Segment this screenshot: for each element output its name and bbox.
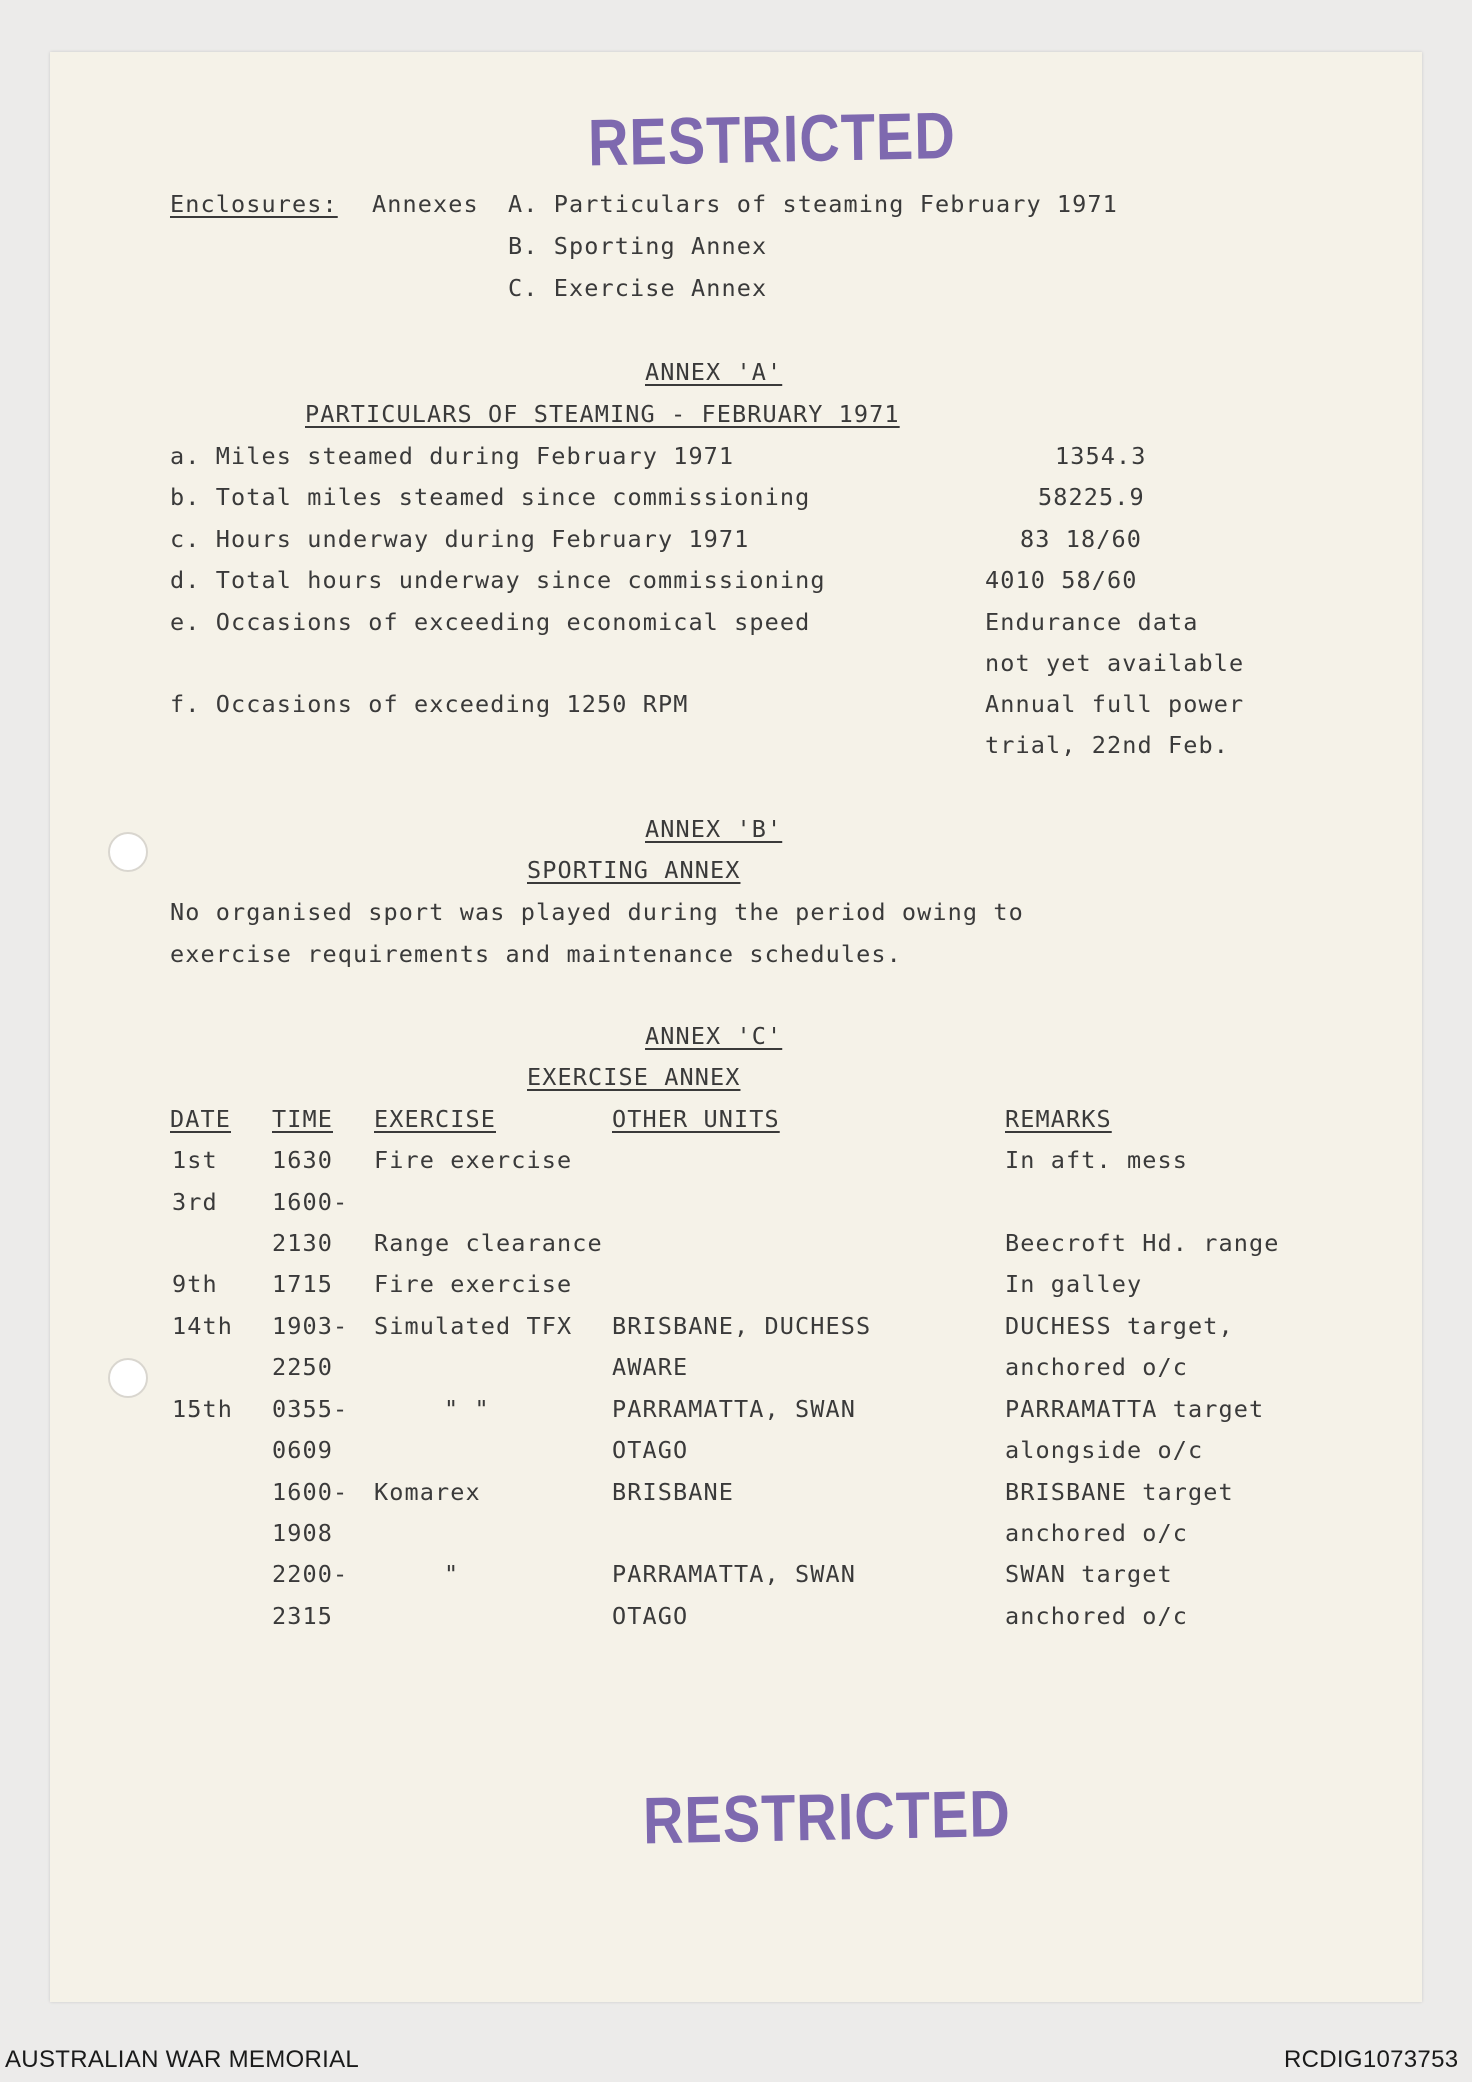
table-cell-date: 14th bbox=[172, 1312, 233, 1340]
table-cell-time: 2250 bbox=[272, 1353, 333, 1381]
table-cell-time: 1630 bbox=[272, 1146, 333, 1174]
column-header-exercise: EXERCISE bbox=[374, 1105, 496, 1133]
table-cell-remarks: alongside o/c bbox=[1005, 1436, 1204, 1464]
table-cell-date: 15th bbox=[172, 1395, 233, 1423]
table-cell-remarks: anchored o/c bbox=[1005, 1519, 1188, 1547]
annex-a-title: PARTICULARS OF STEAMING - FEBRUARY 1971 bbox=[305, 400, 900, 428]
table-cell-time: 2130 bbox=[272, 1229, 333, 1257]
table-cell-date: 9th bbox=[172, 1270, 218, 1298]
restricted-stamp-bottom: RESTRICTED bbox=[642, 1775, 1012, 1858]
annex-a-row-label: e. Occasions of exceeding economical speed bbox=[170, 608, 811, 636]
table-cell-exercise: " " bbox=[444, 1395, 490, 1423]
annex-a-row-value-cont: trial, 22nd Feb. bbox=[985, 731, 1229, 759]
annex-a-row-value: Endurance data bbox=[985, 608, 1199, 636]
table-cell-time: 0355- bbox=[272, 1395, 349, 1423]
table-cell-exercise: " bbox=[444, 1560, 460, 1588]
annex-a-row-value: 1354.3 bbox=[1055, 442, 1147, 470]
table-cell-date: 1st bbox=[172, 1146, 218, 1174]
punch-hole-bottom bbox=[108, 1358, 148, 1398]
table-cell-remarks: anchored o/c bbox=[1005, 1353, 1188, 1381]
annex-b-heading: ANNEX 'B' bbox=[645, 815, 783, 843]
table-cell-time: 1600- bbox=[272, 1478, 349, 1506]
table-cell-other-units: PARRAMATTA, SWAN bbox=[612, 1560, 856, 1588]
annex-a-row-label: f. Occasions of exceeding 1250 RPM bbox=[170, 690, 689, 718]
annex-a-row-label: d. Total hours underway since commissioning bbox=[170, 566, 826, 594]
table-cell-other-units: OTAGO bbox=[612, 1436, 689, 1464]
table-cell-exercise: Fire exercise bbox=[374, 1270, 573, 1298]
enclosures-prefix: Annexes bbox=[372, 190, 479, 218]
enclosure-item-c: C. Exercise Annex bbox=[508, 274, 768, 302]
table-cell-time: 2315 bbox=[272, 1602, 333, 1630]
footer-source: AUSTRALIAN WAR MEMORIAL bbox=[5, 2046, 360, 2073]
table-cell-other-units: BRISBANE bbox=[612, 1478, 734, 1506]
table-cell-exercise: Range clearance bbox=[374, 1229, 603, 1257]
table-cell-remarks: In galley bbox=[1005, 1270, 1143, 1298]
table-cell-time: 2200- bbox=[272, 1560, 349, 1588]
annex-b-title: SPORTING ANNEX bbox=[527, 856, 741, 884]
table-cell-remarks: PARRAMATTA target bbox=[1005, 1395, 1265, 1423]
table-cell-remarks: BRISBANE target bbox=[1005, 1478, 1234, 1506]
table-cell-other-units: BRISBANE, DUCHESS bbox=[612, 1312, 872, 1340]
table-cell-date: 3rd bbox=[172, 1188, 218, 1216]
annex-a-row-value: 4010 58/60 bbox=[985, 566, 1138, 594]
table-cell-exercise: Fire exercise bbox=[374, 1146, 573, 1174]
enclosure-item-b: B. Sporting Annex bbox=[508, 232, 768, 260]
table-cell-exercise: Komarex bbox=[374, 1478, 481, 1506]
annex-a-heading: ANNEX 'A' bbox=[645, 358, 783, 386]
enclosures-label: Enclosures: bbox=[170, 190, 338, 218]
annex-c-title: EXERCISE ANNEX bbox=[527, 1063, 741, 1091]
table-cell-time: 1715 bbox=[272, 1270, 333, 1298]
footer-record-id: RCDIG1073753 bbox=[1284, 2046, 1459, 2073]
annex-a-row-value: 83 18/60 bbox=[1020, 525, 1142, 553]
table-cell-time: 1600- bbox=[272, 1188, 349, 1216]
annex-a-row-label: a. Miles steamed during February 1971 bbox=[170, 442, 735, 470]
table-cell-remarks: anchored o/c bbox=[1005, 1602, 1188, 1630]
table-cell-other-units: AWARE bbox=[612, 1353, 689, 1381]
column-header-time: TIME bbox=[272, 1105, 333, 1133]
annex-a-row-value: Annual full power bbox=[985, 690, 1245, 718]
enclosure-item-a: A. Particulars of steaming February 1971 bbox=[508, 190, 1118, 218]
annex-b-text-line: No organised sport was played during the period owing to bbox=[170, 898, 1024, 926]
table-cell-remarks: DUCHESS target, bbox=[1005, 1312, 1234, 1340]
punch-hole-top bbox=[108, 832, 148, 872]
annex-a-row-value-cont: not yet available bbox=[985, 649, 1245, 677]
table-cell-time: 1908 bbox=[272, 1519, 333, 1547]
table-cell-time: 1903- bbox=[272, 1312, 349, 1340]
column-header-date: DATE bbox=[170, 1105, 231, 1133]
column-header-other-units: OTHER UNITS bbox=[612, 1105, 780, 1133]
table-cell-other-units: PARRAMATTA, SWAN bbox=[612, 1395, 856, 1423]
annex-a-row-value: 58225.9 bbox=[1038, 483, 1145, 511]
restricted-stamp-top: RESTRICTED bbox=[587, 97, 957, 180]
annex-c-heading: ANNEX 'C' bbox=[645, 1022, 783, 1050]
annex-a-row-label: b. Total miles steamed since commissioning bbox=[170, 483, 811, 511]
table-cell-remarks: SWAN target bbox=[1005, 1560, 1173, 1588]
table-cell-remarks: In aft. mess bbox=[1005, 1146, 1188, 1174]
annex-b-text-line: exercise requirements and maintenance schedules. bbox=[170, 940, 902, 968]
table-cell-time: 0609 bbox=[272, 1436, 333, 1464]
table-cell-remarks: Beecroft Hd. range bbox=[1005, 1229, 1280, 1257]
table-cell-exercise: Simulated TFX bbox=[374, 1312, 573, 1340]
table-cell-other-units: OTAGO bbox=[612, 1602, 689, 1630]
column-header-remarks: REMARKS bbox=[1005, 1105, 1112, 1133]
annex-a-row-label: c. Hours underway during February 1971 bbox=[170, 525, 750, 553]
